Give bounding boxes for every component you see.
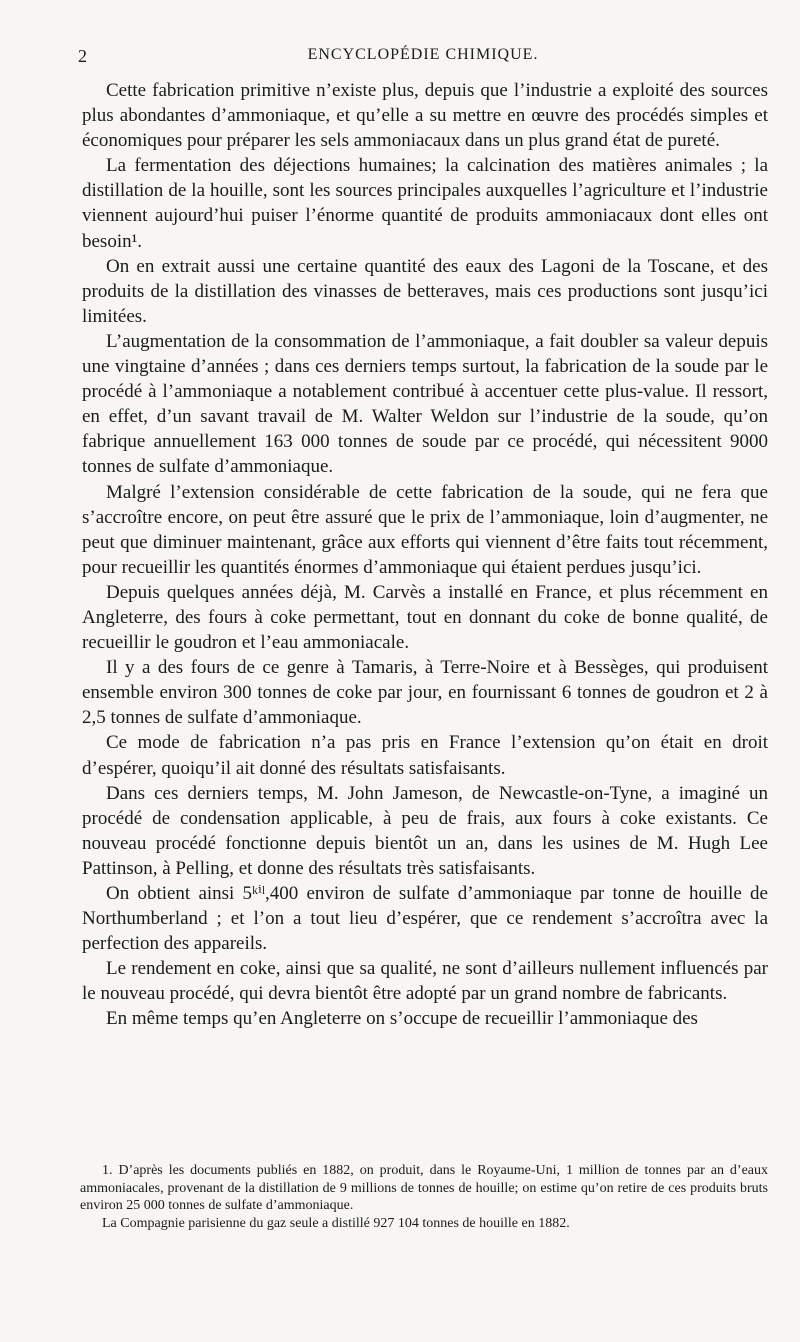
paragraph: La fermentation des déjections humaines; la calcination des matières animales ; la distillation de la houille, sont les sources principales auxquelles l’agriculture et l’industrie viennent aujourd’hui puiser l’énorme quantité de produits ammoniacaux dont elles ont besoin¹. bbox=[82, 155, 768, 252]
paragraph: L’augmentation de la consommation de l’ammoniaque, a fait doubler sa valeur depuis une vingtaine d’années ; dans ces derniers temps surtout, la fabrication de la soude par le procédé à l’ammoniaque a notablement contribué à accentuer cette plus-value. Il ressort, en effet, d’un savant travail de M. Walter Weldon sur l’industrie de la soude, qu’on fabrique annuellement 163 000 tonnes de soude par ce procédé, qui nécessitent 9000 tonnes de sulfate d’ammoniaque. bbox=[82, 330, 768, 478]
footnotes bbox=[80, 1162, 768, 1232]
paragraph: Depuis quelques années déjà, M. Carvès a installé en France, et plus récemment en Angleterre, des fours à coke permettant, tout en donnant du coke de bonne qualité, de recueillir le goudron et l’eau ammoniacale. bbox=[82, 581, 768, 654]
page-header bbox=[78, 46, 768, 70]
page-number: 2 bbox=[78, 46, 87, 66]
running-title: ENCYCLOPÉDIE CHIMIQUE. bbox=[307, 46, 539, 63]
paragraph: On obtient ainsi 5ᵏⁱˡ,400 environ de sulfate d’ammoniaque par tonne de houille de Northumberland ; et l’on a tout lieu d’espérer, que ce rendement s’accroîtra avec la perfection des appareils. bbox=[82, 883, 768, 955]
paragraph: Cette fabrication primitive n’existe plus, depuis que l’industrie a exploité des sources plus abondantes d’ammoniaque, et qu’elle a su mettre en œuvre des procédés simples et économiques pour préparer les sels ammoniacaux dans un plus grand état de pureté. bbox=[82, 80, 768, 152]
paragraph: Le rendement en coke, ainsi que sa qualité, ne sont d’ailleurs nullement influencés par le nouveau procédé, qui devra bientôt être adopté par un grand nombre de fabricants. bbox=[82, 958, 768, 1005]
paragraph: Malgré l’extension considérable de cette fabrication de la soude, qui ne fera que s’accroître encore, on peut être assuré que le prix de l’ammoniaque, loin d’augmenter, ne peut que diminuer maintenant, grâce aux efforts qui viennent d’être faits tout récemment, pour recueillir les quantités énormes d’ammoniaque qui étaient perdues jusqu’ici. bbox=[82, 481, 768, 578]
body-text bbox=[82, 78, 768, 1032]
paragraph: Ce mode de fabrication n’a pas pris en France l’extension qu’on était en droit d’espérer, quoiqu’il ait donné des résultats satisfaisants. bbox=[82, 732, 768, 779]
paragraph: Il y a des fours de ce genre à Tamaris, à Terre-Noire et à Bessèges, qui produisent ensemble environ 300 tonnes de coke par jour, en fournissant 6 tonnes de goudron et 2 à 2,5 tonnes de sulfate d’ammoniaque. bbox=[82, 657, 768, 729]
footnote: 1. D’après les documents publiés en 1882, on produit, dans le Royaume-Uni, 1 million de tonnes par an d’eaux ammoniacales, provenant de la distillation de 9 millions de tonnes de houille; on estime qu’on retire de ces produits bruts environ 25 000 tonnes de sulfate d’ammoniaque. bbox=[80, 1163, 768, 1213]
footnote: La Compagnie parisienne du gaz seule a distillé 927 104 tonnes de houille en 1882. bbox=[102, 1215, 570, 1231]
paragraph: En même temps qu’en Angleterre on s’occupe de recueillir l’ammoniaque des bbox=[106, 1008, 698, 1030]
paragraph: Dans ces derniers temps, M. John Jameson, de Newcastle-on-Tyne, a imaginé un procédé de condensation applicable, à peu de frais, aux fours à coke existants. Ce nouveau procédé fonctionne depuis bientôt un an, dans les usines de M. Hugh Lee Pattinson, à Pelling, et donne des résultats très satisfaisants. bbox=[82, 782, 768, 879]
paragraph: On en extrait aussi une certaine quantité des eaux des Lagoni de la Toscane, et des produits de la distillation des vinasses de betteraves, mais ces productions sont jusqu’ici limitées. bbox=[82, 255, 768, 327]
